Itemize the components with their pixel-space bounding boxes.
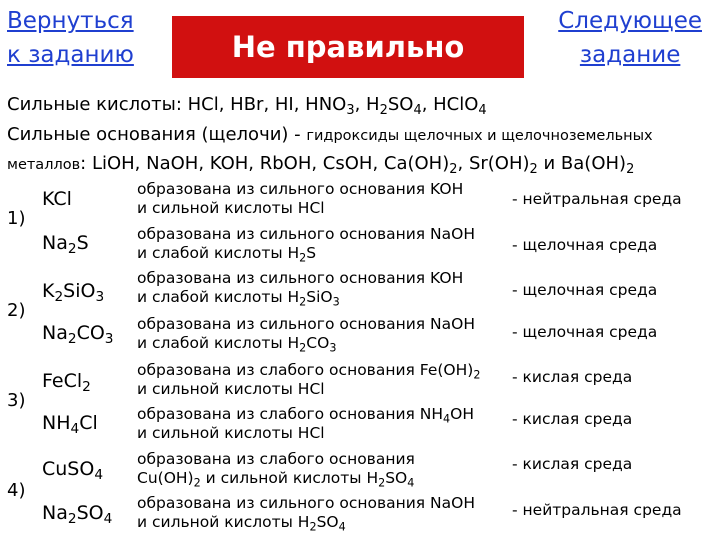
strong-acids-line: Сильные кислоты: HCl, HBr, HI, $HNO_3$, $H_2SO_4$, HClO$_4$ [7,94,487,118]
group-number-2: 2) [7,300,26,321]
back-link-line1[interactable]: Вернуться [7,8,134,34]
medium-result-fecl2: - кислая среда [512,368,633,386]
next-link-line2[interactable]: задание [579,42,681,68]
salt-description-cuso4: образована из слабого основания $Cu(OH)_2$ и сильной кислоты $H_2SO_4$ [137,450,415,490]
group-number-3: 3) [7,390,26,411]
salt-formula-kcl: KCl [42,188,72,210]
salt-formula-cuso4: CuSO$_4$ [42,458,104,484]
salt-formula-nh4cl: $NH_4Cl$ [42,412,98,438]
group-number-4: 4) [7,480,26,501]
medium-result-na2so4: - нейтральная среда [512,501,682,519]
result-banner [172,16,524,78]
next-link-line1[interactable]: Следующее [558,8,702,34]
medium-result-na2s: - щелочная среда [512,236,658,254]
salt-description-k2sio3: образована из сильного основания KOH и слабой кислоты $H_2SiO_3$ [137,269,464,309]
salt-formula-k2sio3: $K_2SiO_3$ [42,280,105,306]
salt-description-na2s: образована из сильного основания NaOH и слабой кислоты $H_2S$ [137,225,476,265]
back-to-task-link[interactable] [7,4,134,72]
strong-bases-line-1: Сильные основания (щелочи) - гидроксиды щелочных и щелочноземельных [7,124,653,145]
salt-description-na2co3: образована из сильного основания NaOH и слабой кислоты $H_2CO_3$ [137,315,476,355]
salt-description-kcl: образована из сильного основания KOH и сильной кислоты HCl [137,180,464,217]
group-number-1: 1) [7,208,26,229]
salt-formula-fecl2: FeCl$_2$ [42,370,91,396]
salt-formula-na2so4: $Na_2SO_4$ [42,502,113,528]
salt-description-nh4cl: образована из слабого основания $NH_4OH$ и сильной кислоты HCl [137,405,474,442]
salt-formula-na2s: $Na_2S$ [42,232,89,258]
medium-result-na2co3: - щелочная среда [512,323,658,341]
medium-result-kcl: - нейтральная среда [512,190,682,208]
medium-result-k2sio3: - щелочная среда [512,281,658,299]
salt-formula-na2co3: $Na_2CO_3$ [42,322,114,348]
back-link-line2[interactable]: к заданию [7,42,134,68]
salt-description-fecl2: образована из слабого основания $Fe(OH)_2$ и сильной кислоты HCl [137,361,481,398]
result-text: Не правильно [231,30,465,64]
strong-bases-line-2: металлов: LiOH, NaOH, KOH, RbOH, CsOH, $Ca(OH)_2$, $Sr(OH)_2$ и $Ba(OH)_2$ [7,153,635,177]
medium-result-cuso4: - кислая среда [512,455,633,473]
salt-description-na2so4: образована из сильного основания NaOH и сильной кислоты $H_2SO_4$ [137,494,476,534]
medium-result-nh4cl: - кислая среда [512,410,633,428]
next-task-link[interactable] [558,4,702,72]
